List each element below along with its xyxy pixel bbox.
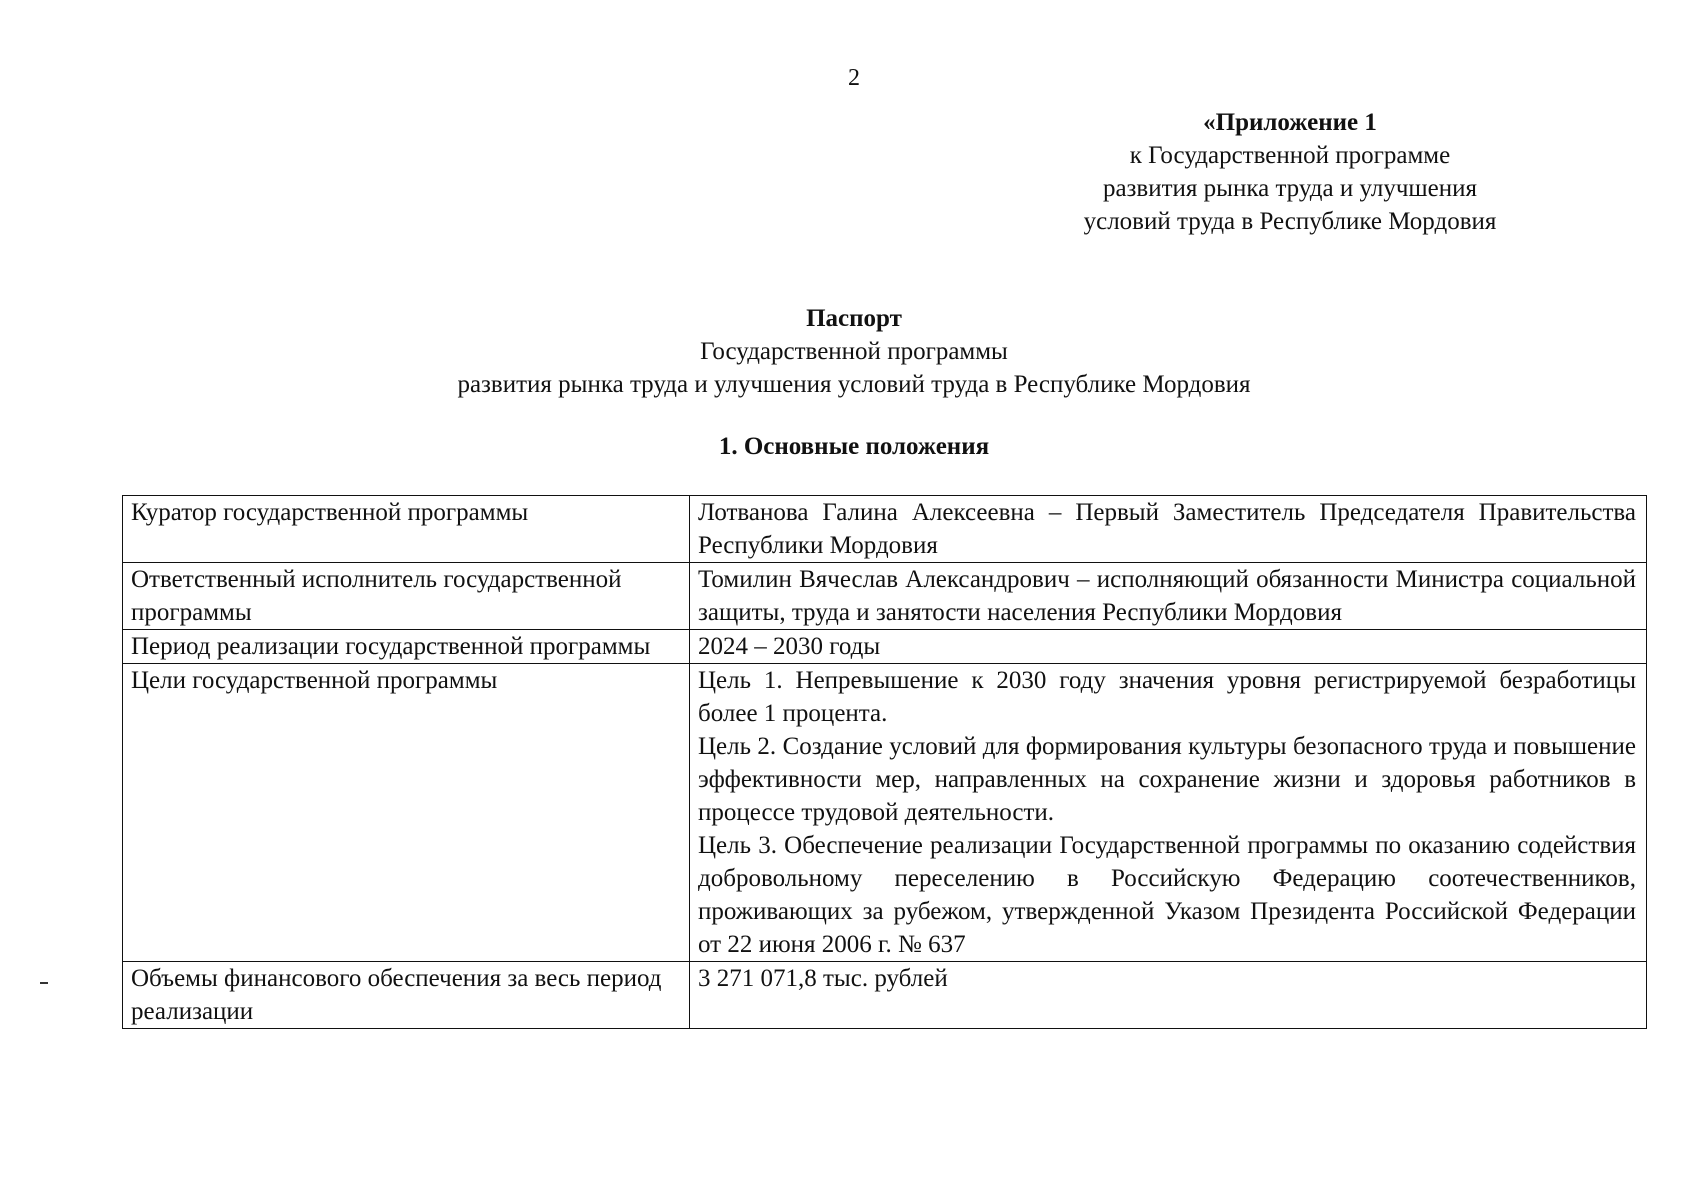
section-title: 1. Основные положения xyxy=(718,433,990,460)
goal-item: Цель 3. Обеспечение реализации Государственной программы по оказанию содействия добровольному переселению в Российскую Федерацию соотечественников, проживающих за рубежом, утвержденной Указом Президента Российской Федерации от 22 июня 2006 г. № 637 xyxy=(698,832,1636,958)
passport-table xyxy=(122,495,1647,1029)
table-row xyxy=(123,563,1647,630)
row-value: 2024 – 2030 годы xyxy=(690,630,1647,664)
appendix-line-1: к Государственной программе xyxy=(1129,142,1451,169)
row-label: Ответственный исполнитель государственной программы xyxy=(123,563,690,630)
row-value: Лотванова Галина Алексеевна – Первый Заместитель Председателя Правительства Республики Мордовия xyxy=(690,496,1647,563)
appendix-block xyxy=(1000,106,1580,238)
goal-item: Цель 1. Непревышение к 2030 году значения уровня регистрируемой безработицы более 1 процента. xyxy=(698,667,1636,727)
appendix-title: «Приложение 1 xyxy=(1203,109,1377,136)
row-value-goals xyxy=(690,664,1647,962)
row-value: 3 271 071,8 тыс. рублей xyxy=(690,962,1647,1029)
row-label: Период реализации государственной программы xyxy=(123,630,690,664)
goal-item: Цель 2. Создание условий для формирования культуры безопасного труда и повышение эффективности мер, направленных на сохранение жизни и здоровья работников в процессе трудовой деятельности. xyxy=(698,733,1636,826)
document-subtitle-line-1: Государственной программы xyxy=(700,338,1008,365)
table-row xyxy=(123,496,1647,563)
table-row xyxy=(123,664,1647,962)
table-row xyxy=(123,630,1647,664)
row-label: Цели государственной программы xyxy=(123,664,690,962)
appendix-line-3: условий труда в Республике Мордовия xyxy=(1083,208,1497,235)
appendix-line-2: развития рынка труда и улучшения xyxy=(1102,175,1478,202)
scan-artifact xyxy=(40,982,48,984)
document-heading xyxy=(0,302,1708,401)
row-value: Томилин Вячеслав Александрович – исполняющий обязанности Министра социальной защиты, труда и занятости населения Республики Мордовия xyxy=(690,563,1647,630)
page-number: 2 xyxy=(848,65,860,91)
row-label: Куратор государственной программы xyxy=(123,496,690,563)
document-title: Паспорт xyxy=(806,305,902,332)
table-row xyxy=(123,962,1647,1029)
document-subtitle-line-2: развития рынка труда и улучшения условий труда в Республике Мордовия xyxy=(457,371,1251,398)
row-label: Объемы финансового обеспечения за весь период реализации xyxy=(123,962,690,1029)
